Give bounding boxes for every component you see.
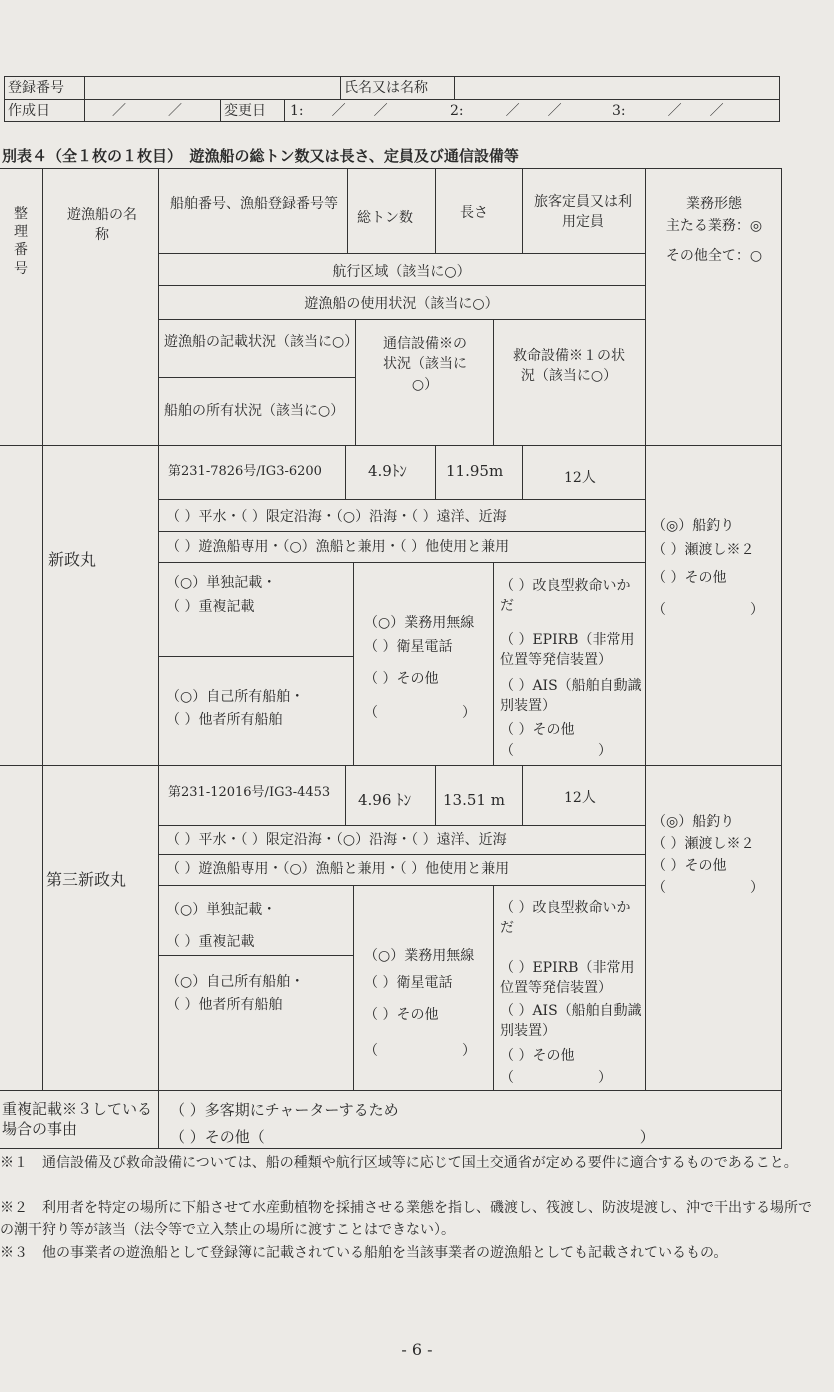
boat1-comm-4: （ ） <box>364 705 476 721</box>
header-boat-name: 遊漁船の名称 <box>67 207 137 244</box>
boat2-comm-2: （ ）衛星電話 <box>364 975 453 991</box>
header-boat-number: 船舶番号、漁船登録番号等 <box>170 196 338 212</box>
header-tonnage: 総トン数 <box>357 210 413 226</box>
header-seq-no: 整 理 番 号 <box>14 206 28 277</box>
boat1-biz-1: （◎）船釣り <box>652 518 735 534</box>
boat2-own-2: （ ）他者所有船舶 <box>166 997 283 1013</box>
change-1: 1: ／ ／ <box>290 103 388 119</box>
duplicate-opt-1: （ ）多客期にチャーターするため <box>170 1101 399 1119</box>
boat2-record-2: （ ）重複記載 <box>166 934 255 950</box>
boat1-biz-4: （ ） <box>652 602 764 618</box>
main-table <box>0 168 782 1149</box>
boat1-number: 第231-7826号/IG3-6200 <box>168 464 322 479</box>
boat2-comm-4: （ ） <box>364 1043 476 1059</box>
duplicate-opt-2: （ ）その他（ ） <box>170 1128 655 1146</box>
boat2-biz-2: （ ）瀬渡し※２ <box>652 836 755 852</box>
boat1-area: （ ）平水・（ ）限定沿海・（○）沿海・（ ）遠洋、近海 <box>166 509 507 525</box>
header-length: 長さ <box>460 205 488 221</box>
boat2-own-1: （○）自己所有船舶・ <box>166 974 305 990</box>
boat2-length: 13.51 m <box>443 791 505 809</box>
boat2-capacity: 12人 <box>564 790 596 806</box>
header-usage: 遊漁船の使用状況（該当に○） <box>304 296 499 312</box>
created-label: 作成日 <box>8 103 50 119</box>
header-ownership-status: 船舶の所有状況（該当に○） <box>164 403 345 419</box>
boat1-biz-3: （ ）その他 <box>652 570 727 586</box>
boat1-usage: （ ）遊漁船専用・（○）漁船と兼用・（ ）他使用と兼用 <box>166 539 510 555</box>
boat1-life-4: （ ）その他 <box>500 722 575 738</box>
page-title: 別表４（全１枚の１枚目） 遊漁船の総トン数又は長さ、定員及び通信設備等 <box>2 147 519 165</box>
header-business-other: その他全て：○ <box>665 248 763 264</box>
header-nav-area: 航行区域（該当に○） <box>332 264 471 280</box>
boat1-comm-3: （ ）その他 <box>364 671 439 687</box>
header-business: 業務形態 <box>686 196 742 212</box>
boat2-number: 第231-12016号/IG3-4453 <box>168 785 331 800</box>
boat1-record-2: （ ）重複記載 <box>166 599 255 615</box>
boat1-life-1: （ ）改良型救命いかだ <box>500 578 631 615</box>
boat1-life-5: （ ） <box>500 743 612 759</box>
boat1-comm-1: （○）業務用無線 <box>364 615 475 631</box>
note-3: ※３ 他の事業者の遊漁船として登録簿に記載されている船舶を当該事業者の遊漁船としても記載されているもの。 <box>0 1245 728 1261</box>
boat2-biz-1: （◎）船釣り <box>652 814 735 830</box>
header-business-main: 主たる業務：◎ <box>665 218 763 234</box>
boat1-length: 11.95m <box>446 462 504 480</box>
boat2-area: （ ）平水・（ ）限定沿海・（○）沿海・（ ）遠洋、近海 <box>166 832 507 848</box>
created-value: ／ ／ <box>112 103 196 119</box>
boat1-life-2: （ ）EPIRB（非常用位置等発信装置） <box>500 632 635 669</box>
note-1: ※１ 通信設備及び救命設備については、船の種類や航行区域等に応じて国土交通省が定める要件に適合するものであること。 <box>0 1155 798 1171</box>
boat2-life-4: （ ）その他 <box>500 1048 575 1064</box>
header-record-status: 遊漁船の記載状況（該当に○） <box>164 334 359 350</box>
boat1-record-1: （○）単独記載・ <box>166 575 277 591</box>
boat2-name: 第三新政丸 <box>46 870 127 889</box>
boat1-capacity: 12人 <box>564 470 596 486</box>
page-number: - 6 - <box>401 1340 433 1359</box>
header-lifesaving-status: 救命設備※１の状況（該当に○） <box>513 348 625 385</box>
boat1-biz-2: （ ）瀬渡し※２ <box>652 542 755 558</box>
boat2-biz-4: （ ） <box>652 880 764 896</box>
boat2-life-1: （ ）改良型救命いかだ <box>500 900 631 937</box>
note-2: ※２ 利用者を特定の場所に下船させて水産動植物を採捕させる業態を指し、磯渡し、筏渡し、防波堤渡し、沖で干出する場所での潮干狩り等が該当（法令等で立入禁止の場所に渡すことはできない）。 <box>0 1200 812 1238</box>
boat2-life-3: （ ）AIS（船舶自動識別装置） <box>500 1003 642 1040</box>
boat2-usage: （ ）遊漁船専用・（○）漁船と兼用・（ ）他使用と兼用 <box>166 861 510 877</box>
boat2-life-2: （ ）EPIRB（非常用位置等発信装置） <box>500 960 635 997</box>
reg-no-label: 登録番号 <box>8 80 64 96</box>
boat2-comm-1: （○）業務用無線 <box>364 948 475 964</box>
boat2-record-1: （○）単独記載・ <box>166 902 277 918</box>
boat1-comm-2: （ ）衛星電話 <box>364 639 453 655</box>
header-comm-status: 通信設備※の状況（該当に○） <box>383 336 467 393</box>
change-2: 2: ／ ／ <box>450 103 562 119</box>
name-label: 氏名又は名称 <box>344 80 428 96</box>
header-capacity: 旅客定員又は利用定員 <box>534 194 632 231</box>
boat1-life-3: （ ）AIS（船舶自動識別装置） <box>500 678 642 715</box>
boat2-life-5: （ ） <box>500 1070 612 1086</box>
boat2-biz-3: （ ）その他 <box>652 858 727 874</box>
boat1-tonnage: 4.9ﾄﾝ <box>368 462 407 480</box>
changed-label: 変更日 <box>224 103 266 119</box>
change-3: 3: ／ ／ <box>612 103 724 119</box>
boat1-name: 新政丸 <box>48 550 97 569</box>
boat2-tonnage: 4.96 ﾄﾝ <box>358 791 412 809</box>
duplicate-label: 重複記載※３している場合の事由 <box>2 1100 153 1138</box>
boat1-own-2: （ ）他者所有船舶 <box>166 712 283 728</box>
boat1-own-1: （○）自己所有船舶・ <box>166 689 305 705</box>
boat2-comm-3: （ ）その他 <box>364 1007 439 1023</box>
